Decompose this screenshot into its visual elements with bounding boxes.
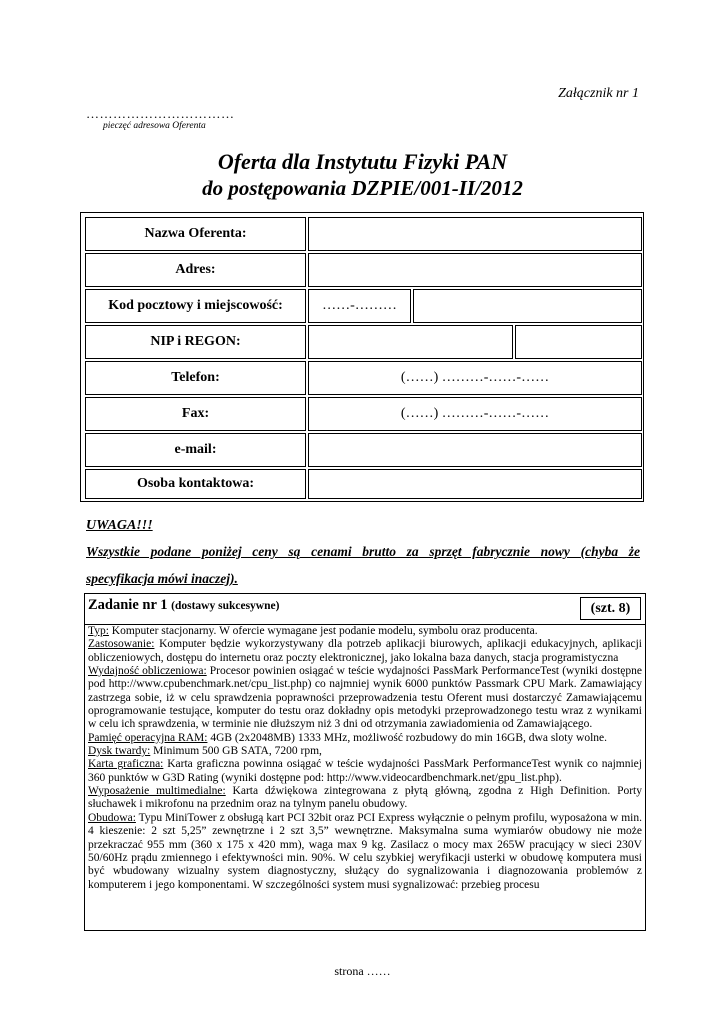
name-field[interactable] bbox=[308, 217, 642, 251]
address-field[interactable] bbox=[308, 253, 642, 287]
phone-label: Telefon: bbox=[85, 361, 306, 395]
task-header bbox=[85, 594, 645, 625]
nip-label: NIP i REGON: bbox=[85, 325, 306, 359]
spec-label: Zastosowanie: bbox=[88, 638, 155, 651]
spec-label: Obudowa: bbox=[88, 811, 136, 824]
spec-text: Komputer stacjonarny. W ofercie wymagane jest podanie modelu, symbolu oraz producenta. bbox=[108, 625, 538, 637]
postal-code-field[interactable]: ……-……… bbox=[308, 289, 411, 323]
notice-text-line2: specyfikacja mówi inaczej). bbox=[86, 571, 238, 586]
spec-label: Wyposażenie multimedialne: bbox=[88, 785, 226, 798]
page-subtitle: do postępowania DZPIE/001-II/2012 bbox=[202, 176, 523, 200]
spec-label: Karta graficzna: bbox=[88, 758, 164, 771]
postal-label: Kod pocztowy i miejscowość: bbox=[85, 289, 306, 323]
contact-label: Osoba kontaktowa: bbox=[85, 469, 306, 499]
spec-label: Wydajność obliczeniowa: bbox=[88, 665, 207, 678]
spec-label: Pamięć operacyjna RAM: bbox=[88, 731, 208, 744]
spec-item bbox=[88, 625, 642, 638]
city-field[interactable] bbox=[413, 289, 642, 323]
spec-label: Dysk twardy: bbox=[88, 745, 151, 758]
fax-field[interactable]: (……) ………-……-…… bbox=[308, 397, 642, 431]
notice-text-line1: Wszystkie podane poniżej ceny są cenami brutto za sprzęt fabrycznie nowy (chyba że bbox=[86, 544, 640, 559]
spec-item bbox=[88, 812, 642, 892]
spec-item bbox=[88, 638, 642, 665]
regon-field[interactable] bbox=[515, 325, 642, 359]
page-title: Oferta dla Instytutu Fizyki PAN bbox=[217, 149, 508, 174]
nip-field[interactable] bbox=[308, 325, 513, 359]
fax-label: Fax: bbox=[85, 397, 306, 431]
address-label: Adres: bbox=[85, 253, 306, 287]
task-subtitle: (dostawy sukcesywne) bbox=[171, 600, 280, 612]
notice-heading: UWAGA!!! bbox=[86, 518, 153, 533]
task-quantity: (szt. 8) bbox=[580, 597, 641, 620]
spec-text: Komputer będzie wykorzystywany dla potrzeb aplikacji biurowych, aplikacji edukacyjnych, aplikacji obliczeniowych, dostępu do internetu oraz poczty elektronicznej, jako lokalna baza danych, stacja programistyczna bbox=[88, 638, 642, 664]
annex-label: Załącznik nr 1 bbox=[558, 86, 639, 101]
spec-item bbox=[88, 745, 642, 758]
spec-text: Minimum 500 GB SATA, 7200 rpm, bbox=[150, 745, 322, 758]
page-number: strona …… bbox=[334, 964, 391, 978]
spec-text: Typu MiniTower z obsługą kart PCI 32bit oraz PCI Express wyłącznie o pełnym profilu, wyposażona w min. 4 kieszenie: 2 szt 5,25” zewnętrzne i 2 szt 3,5” wewnętrzne. Maksymalna suma wymiarów obudowy nie może przekraczać 955 mm (360 x 175 x 420 mm), waga max 9 kg. Zasilacz o mocy max 265W pracujący w sieci 230V 50/60Hz prądu zmiennego i efektywności min. 90%. W celu szybkiej weryfikacji usterki w obudowę komputera musi być wbudowany wizualny system diagnostyczny, służący do sygnalizowania i diagnozowania problemów z komputerem i jego komponentami. W szczególności system musi sygnalizować: przebieg procesu bbox=[88, 811, 642, 891]
spec-item bbox=[88, 785, 642, 812]
spec-item bbox=[88, 732, 642, 745]
spec-text: Karta dźwiękowa zintegrowana z płytą główną, zgodna z High Definition. Porty słuchawek i mikrofonu na przednim oraz na tylnym panelu obudowy. bbox=[88, 785, 642, 811]
spec-text: 4GB (2x2048MB) 1333 MHz, możliwość rozbudowy do min 16GB, dwa sloty wolne. bbox=[207, 731, 608, 744]
email-label: e-mail: bbox=[85, 433, 306, 467]
spec-item bbox=[88, 665, 642, 732]
task-box bbox=[84, 593, 646, 931]
task-specification bbox=[88, 625, 642, 892]
contact-field[interactable] bbox=[308, 469, 642, 499]
spec-text: Procesor powinien osiągać w teście wydajności PassMark PerformanceTest (wyniki dostępne pod http://www.cpubenchmark.net/cpu_list.php) co najmniej wynik 6000 punktów Passmark CPU Mark. Zamawiający zastrzega sobie, iż w celu sprawdzenia poprawności przeprowadzenia testu Oferent musi dostarczyć Zamawiającemu oprogramowanie testujące, komputer do testu oraz dokładny opis metodyki przeprowadzonego testu wraz z wynikami w celu ich sprawdzenia, w terminie nie dłuższym niż 3 dni od otrzymania zawiadomienia od Zamawiającego. bbox=[88, 665, 643, 731]
offeror-form bbox=[80, 212, 644, 502]
email-field[interactable] bbox=[308, 433, 642, 467]
stamp-caption: pieczęć adresowa Oferenta bbox=[103, 121, 206, 131]
name-label: Nazwa Oferenta: bbox=[85, 217, 306, 251]
spec-text: Karta graficzna powinna osiągać w teście wydajności PassMark PerformanceTest wynik co najmniej 360 punktów w G3D Rating (wyniki dostępne pod: http://www.videocardbenchmark.net/gpu_list.php). bbox=[88, 758, 642, 784]
task-title-text: Zadanie nr 1 bbox=[88, 597, 168, 613]
stamp-dots: …………………………… bbox=[86, 106, 235, 121]
phone-field[interactable]: (……) ………-……-…… bbox=[308, 361, 642, 395]
task-title bbox=[88, 597, 279, 614]
spec-item bbox=[88, 758, 642, 785]
spec-label: Typ: bbox=[88, 625, 109, 637]
